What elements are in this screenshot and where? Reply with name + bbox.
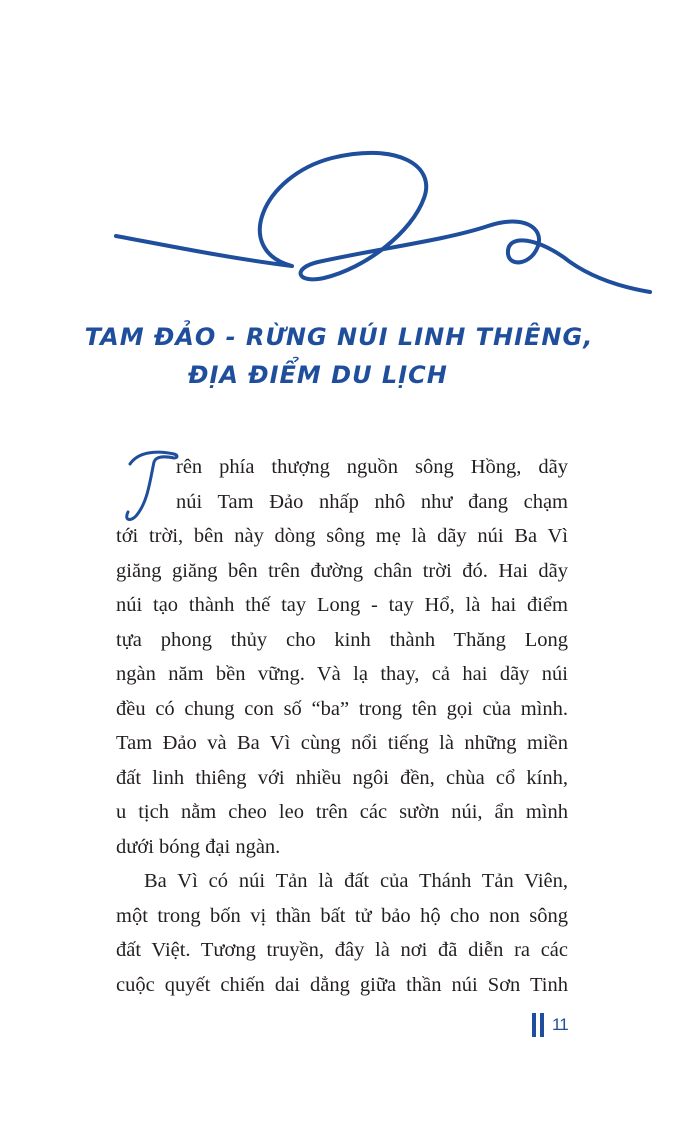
text-line: rên phía thượng nguồn sông Hồng, dãy bbox=[176, 456, 568, 478]
text-line: tới trời, bên này dòng sông mẹ là dãy núi Ba Vì bbox=[116, 525, 568, 547]
text-line: đất linh thiêng với nhiều ngôi đền, chùa cổ kính, bbox=[116, 766, 568, 789]
text-line: dưới bóng đại ngàn. bbox=[116, 835, 281, 858]
text-line: đều có chung con số “ba” trong tên gọi của mình. bbox=[116, 697, 568, 720]
text-line: ngàn năm bền vững. Và lạ thay, cả hai dãy núi bbox=[116, 663, 568, 685]
text-line: tựa phong thủy cho kinh thành Thăng Long bbox=[116, 628, 568, 651]
chapter-title bbox=[0, 318, 680, 394]
page-number: 11 bbox=[552, 1015, 568, 1034]
chapter-title-line-1: TAM ĐẢO - RỪNG NÚI LINH THIÊNG, bbox=[84, 323, 594, 351]
text-line: đất Việt. Tương truyền, đây là nơi đã diễn ra các bbox=[116, 939, 568, 961]
text-line: u tịch nằm cheo leo trên các sườn núi, ẩn mình bbox=[116, 801, 568, 823]
chapter-title-line-2: ĐỊA ĐIỂM DU LỊCH bbox=[188, 361, 448, 389]
text-line: giăng giăng bên trên đường chân trời đó. Hai dãy bbox=[116, 559, 568, 582]
text-line: Ba Vì có núi Tản là đất của Thánh Tản Viên, bbox=[144, 870, 568, 892]
double-bar-icon bbox=[532, 1013, 544, 1037]
text-line: Tam Đảo và Ba Vì cùng nổi tiếng là những miền bbox=[116, 732, 568, 754]
paragraph-1 bbox=[116, 450, 568, 864]
body-text bbox=[116, 446, 568, 1002]
paragraph-2 bbox=[116, 864, 568, 1002]
text-line: cuộc quyết chiến dai dẳng giữa thần núi Sơn Tinh bbox=[116, 973, 568, 996]
text-line: một trong bốn vị thần bất tử bảo hộ cho non sông bbox=[116, 904, 568, 927]
drop-cap bbox=[124, 446, 180, 524]
text-line: núi Tam Đảo nhấp nhô như đang chạm bbox=[176, 490, 568, 513]
flourish-ornament-icon bbox=[0, 0, 680, 330]
page-footer bbox=[532, 1012, 568, 1038]
drop-cap-letter: T bbox=[124, 446, 125, 447]
text-line: núi tạo thành thế tay Long - tay Hổ, là hai điểm bbox=[116, 594, 568, 616]
